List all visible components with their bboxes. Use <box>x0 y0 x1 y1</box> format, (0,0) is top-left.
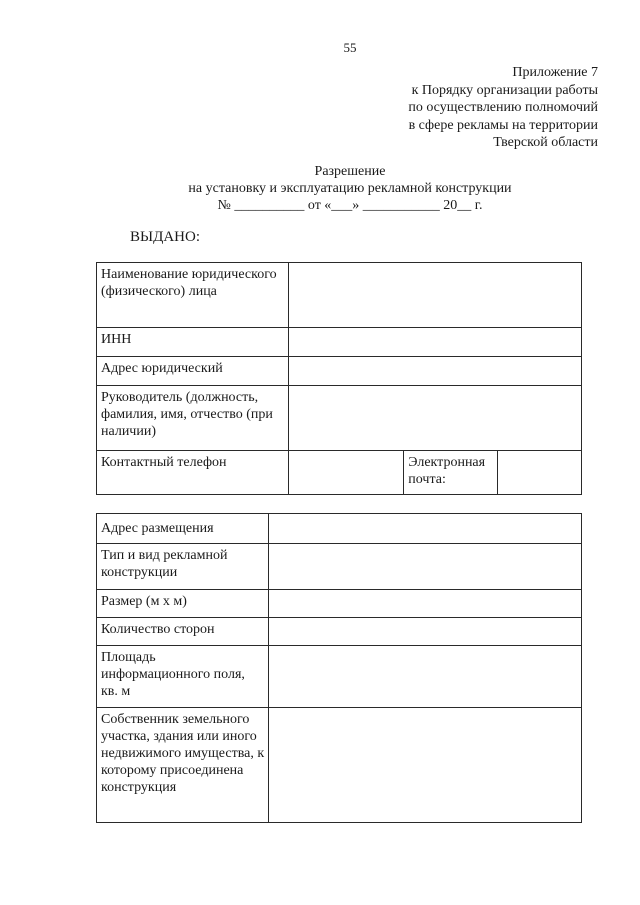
property-owner-label: Собственник земельного участка, здания или иного недвижимого имущества, к которому присоединена конструкция <box>97 708 269 823</box>
structure-type-label: Тип и вид рекламной конструкции <box>97 544 269 590</box>
director-label: Руководитель (должность, фамилия, имя, отчество (при наличии) <box>97 386 289 451</box>
appendix-line: в сфере рекламы на территории <box>408 117 598 133</box>
document-subtitle: на установку и эксплуатацию рекламной конструкции <box>188 181 512 196</box>
table-row <box>97 328 582 357</box>
org-name-field[interactable] <box>288 263 581 328</box>
legal-address-label: Адрес юридический <box>97 357 289 386</box>
document-title-block <box>0 163 640 214</box>
appendix-line: Тверской области <box>493 135 598 150</box>
legal-address-field[interactable] <box>288 357 581 386</box>
appendix-header <box>408 64 598 152</box>
organization-table <box>96 262 582 495</box>
table-row <box>97 646 582 708</box>
table-row <box>97 263 582 328</box>
structure-type-field[interactable] <box>268 544 581 590</box>
appendix-line: Приложение 7 <box>512 65 598 80</box>
inn-field[interactable] <box>288 328 581 357</box>
phone-label: Контактный телефон <box>97 451 289 495</box>
director-field[interactable] <box>288 386 581 451</box>
size-field[interactable] <box>268 590 581 618</box>
ad-structure-table <box>96 513 582 823</box>
placement-address-label: Адрес размещения <box>97 514 269 544</box>
sides-count-label: Количество сторон <box>97 618 269 646</box>
inn-label: ИНН <box>97 328 289 357</box>
email-label: Электронная почта: <box>404 451 498 495</box>
phone-field[interactable] <box>288 451 404 495</box>
sides-count-field[interactable] <box>268 618 581 646</box>
table-row <box>97 357 582 386</box>
table-row <box>97 451 582 495</box>
appendix-line: по осуществлению полномочий <box>408 100 598 115</box>
size-label: Размер (м х м) <box>97 590 269 618</box>
table-row <box>97 590 582 618</box>
info-area-field[interactable] <box>268 646 581 708</box>
table-row <box>97 708 582 823</box>
info-area-label: Площадь информационного поля, кв. м <box>97 646 269 708</box>
page-number: 55 <box>343 40 357 55</box>
document-number-line: № __________ от «___» ___________ 20__ г. <box>217 198 483 213</box>
email-field[interactable] <box>498 451 582 495</box>
property-owner-field[interactable] <box>268 708 581 823</box>
table-row <box>97 544 582 590</box>
issued-label: ВЫДАНО: <box>130 229 200 245</box>
appendix-line: к Порядку организации работы <box>411 82 598 98</box>
org-name-label: Наименование юридического (физического) лица <box>97 263 289 328</box>
document-title: Разрешение <box>314 164 386 179</box>
table-row <box>97 618 582 646</box>
table-row <box>97 386 582 451</box>
placement-address-field[interactable] <box>268 514 581 544</box>
table-row <box>97 514 582 544</box>
